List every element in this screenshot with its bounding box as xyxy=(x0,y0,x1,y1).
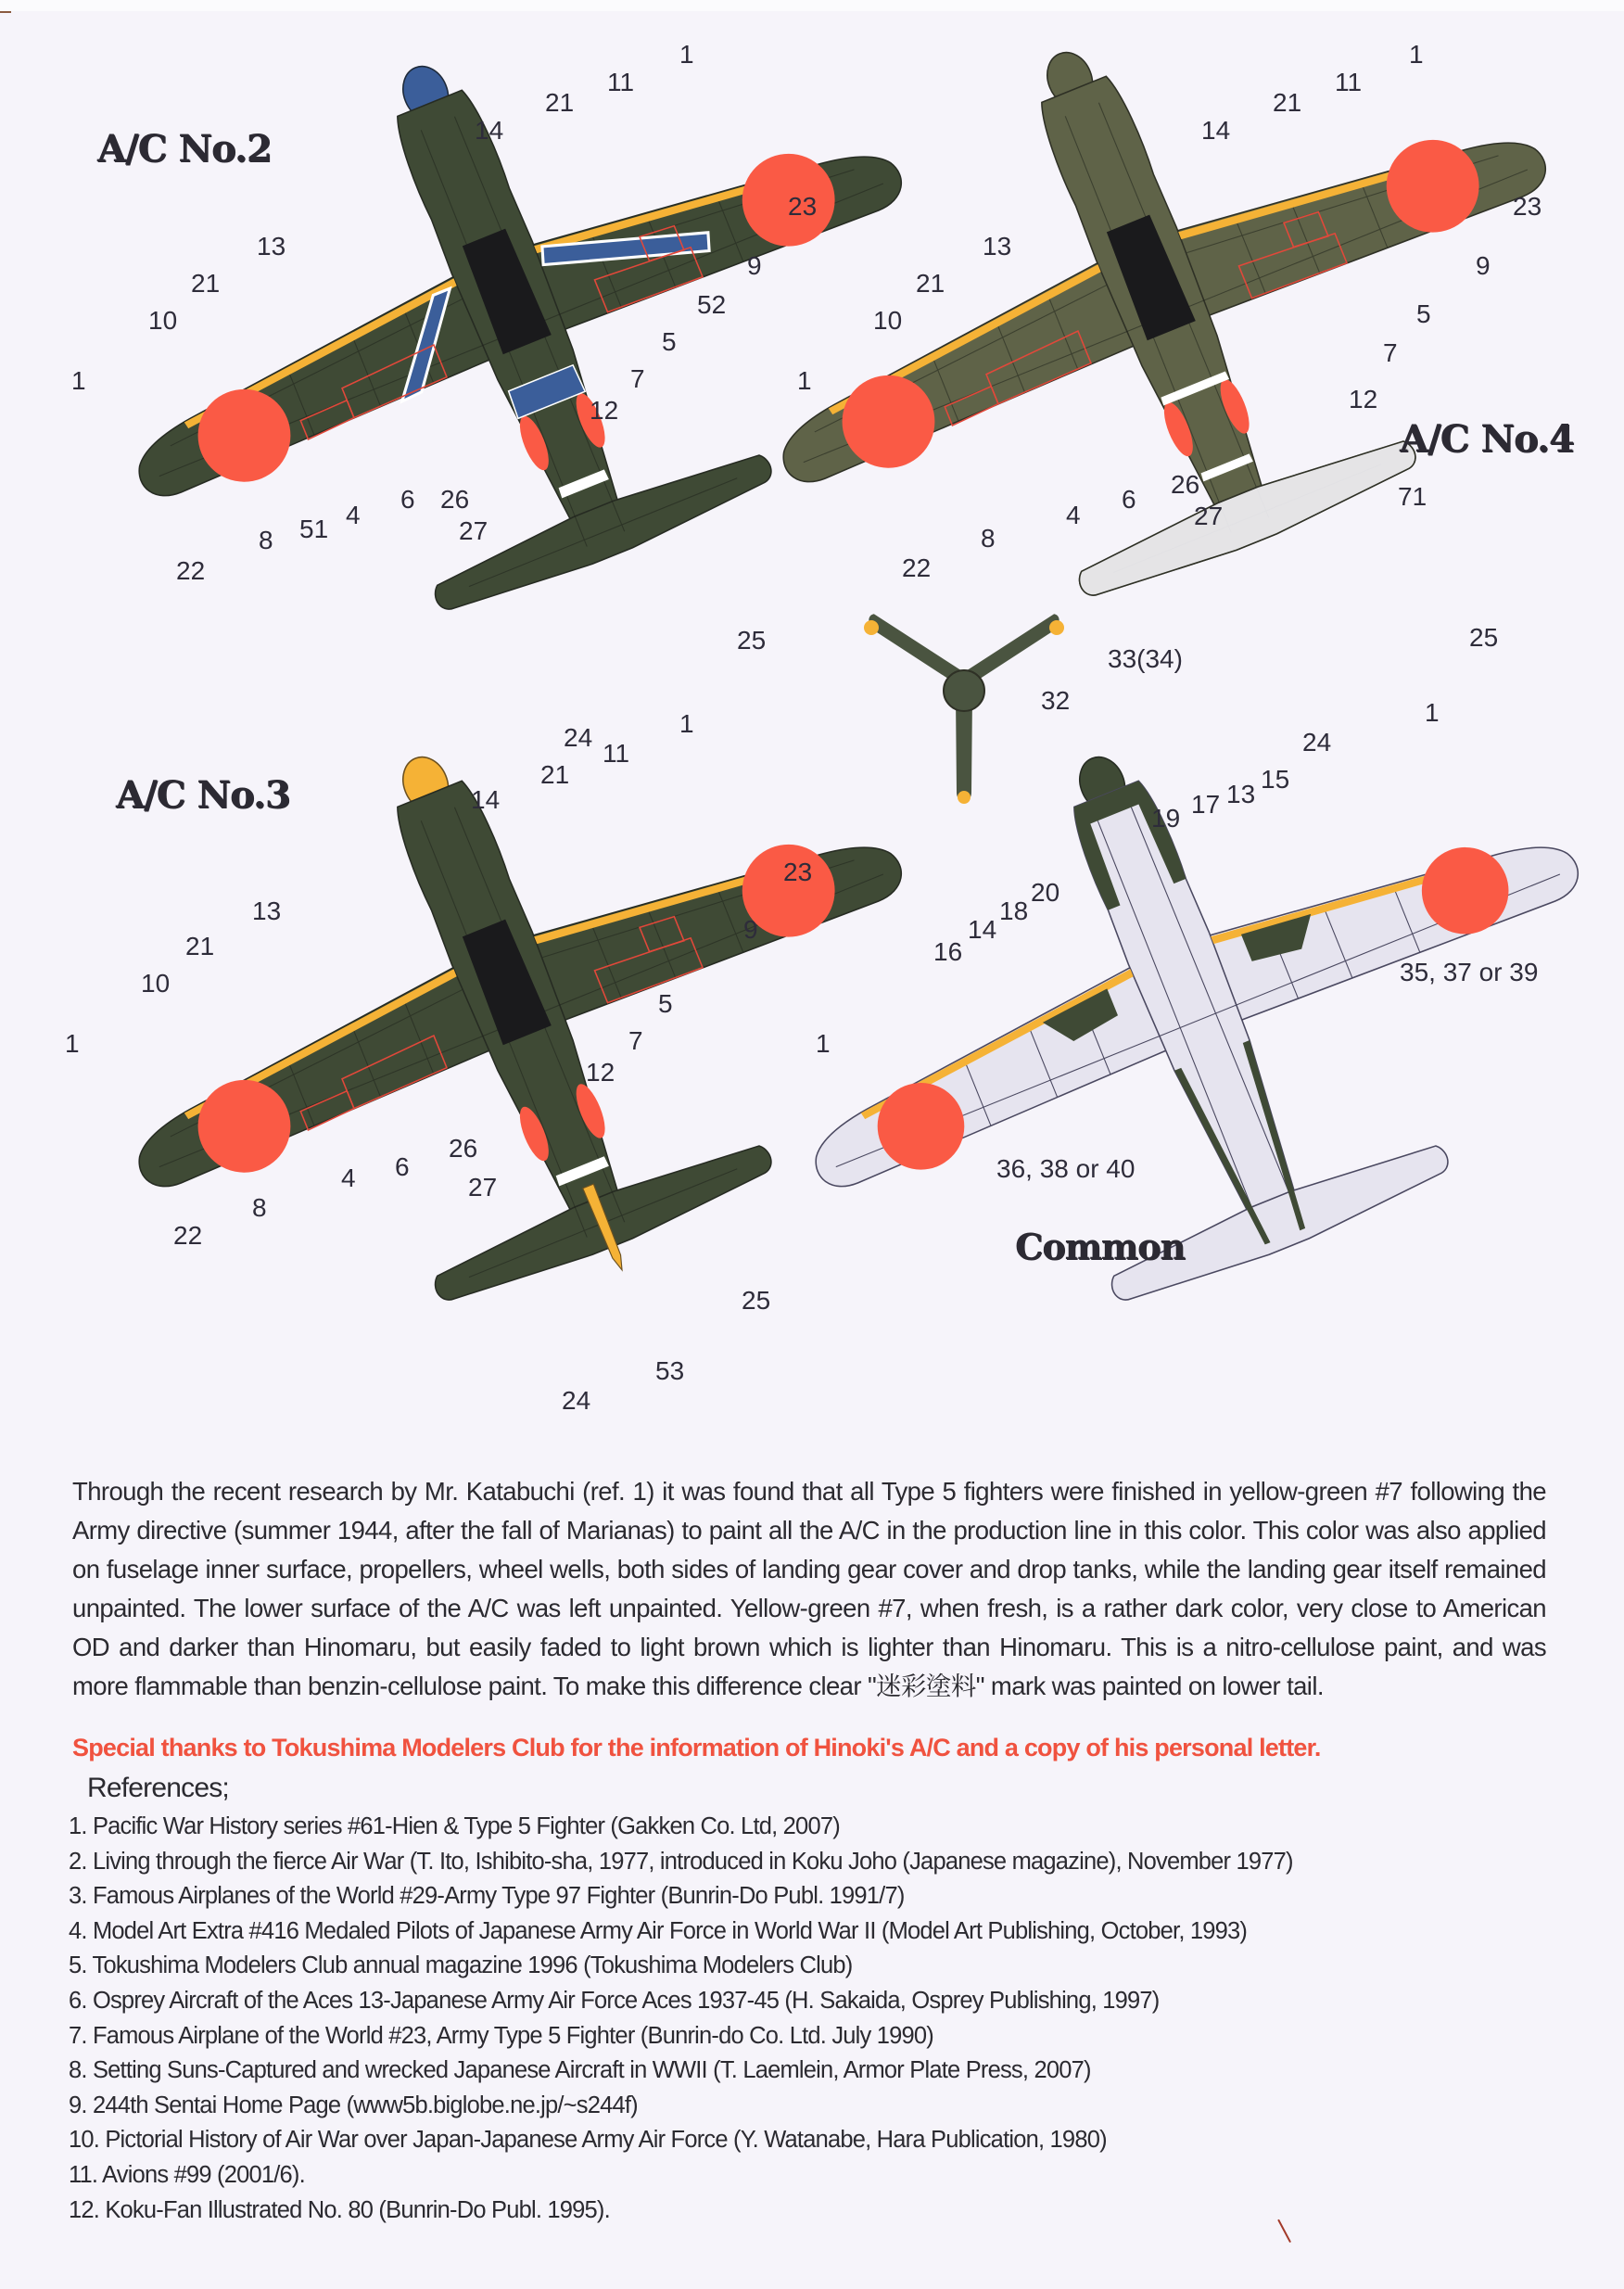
callout: 11 xyxy=(603,739,630,768)
callout: 11 xyxy=(1335,68,1363,96)
description-paragraph xyxy=(72,1472,1546,1706)
callout: 8 xyxy=(252,1193,267,1222)
callout: 22 xyxy=(176,556,206,585)
callout: 36, 38 or 40 xyxy=(996,1154,1136,1183)
callout: 21 xyxy=(540,760,570,789)
reference-item: 9. 244th Sentai Home Page (www5b.biglobe.ne.jp/~s244f) xyxy=(69,2092,638,2118)
callout: 9 xyxy=(747,251,762,280)
callout: 13 xyxy=(1226,780,1256,808)
callout: 4 xyxy=(1066,501,1081,529)
callout: 21 xyxy=(916,269,945,298)
callout: 1 xyxy=(679,709,694,738)
callout: 12 xyxy=(1349,385,1378,413)
callout: 9 xyxy=(1476,251,1491,280)
callout: 15 xyxy=(1261,765,1290,794)
callout: 52 xyxy=(697,290,727,319)
callout: 32 xyxy=(1041,686,1071,715)
callout: 1 xyxy=(816,1029,831,1058)
callout: 25 xyxy=(737,626,767,655)
callout: 26 xyxy=(449,1134,478,1163)
callout: 14 xyxy=(968,915,997,944)
callout: 23 xyxy=(1513,192,1542,221)
reference-item: 8. Setting Suns-Captured and wrecked Japanese Aircraft in WWII (T. Laemlein, Armor Plate Press, 2007) xyxy=(69,2057,1091,2084)
references-list xyxy=(69,1810,1293,2228)
reference-item: 10. Pictorial History of Air War over Japan-Japanese Army Air Force (Y. Watanabe, Hara Publication, 1980) xyxy=(69,2127,1107,2154)
special-thanks: Special thanks to Tokushima Modelers Club for the information of Hinoki's A/C and a copy of his personal letter. xyxy=(72,1734,1321,1761)
callout: 24 xyxy=(1302,728,1332,757)
callout: 26 xyxy=(1171,470,1200,499)
callout: 19 xyxy=(1151,804,1181,833)
callout: 5 xyxy=(662,327,677,356)
reference-item: 1. Pacific War History series #61-Hien & Type 5 Fighter (Gakken Co. Ltd, 2007) xyxy=(69,1813,840,1839)
callout: 21 xyxy=(185,932,215,960)
callout: 13 xyxy=(252,897,282,925)
callout: 17 xyxy=(1191,790,1221,819)
callout: 35, 37 or 39 xyxy=(1400,958,1539,986)
ac4-plan-view xyxy=(680,0,1624,695)
callout: 33(34) xyxy=(1108,644,1183,673)
reference-item: 3. Famous Airplanes of the World #29-Army Type 97 Fighter (Bunrin-Do Publ. 1991/7) xyxy=(69,1883,905,1910)
callout: 22 xyxy=(902,553,932,582)
callout: 27 xyxy=(459,516,488,545)
callout: 1 xyxy=(797,366,812,395)
callout: 51 xyxy=(299,515,329,543)
common-underside-view xyxy=(713,605,1624,1400)
callout: 13 xyxy=(983,232,1012,261)
callout: 13 xyxy=(257,232,286,261)
references-heading: References; xyxy=(87,1773,229,1803)
callout: 1 xyxy=(1409,40,1424,69)
callout: 1 xyxy=(1425,698,1440,727)
callout: 10 xyxy=(873,306,903,335)
callout: 53 xyxy=(655,1356,685,1385)
callout: 6 xyxy=(400,485,415,514)
callout: 1 xyxy=(679,40,694,69)
callout: 8 xyxy=(259,526,273,554)
propeller-view xyxy=(864,614,1064,804)
callout: 71 xyxy=(1398,482,1427,511)
callout: 23 xyxy=(788,192,818,221)
callout: 23 xyxy=(783,858,813,886)
callout: 1 xyxy=(65,1029,80,1058)
callout: 25 xyxy=(742,1286,771,1315)
callout: 10 xyxy=(148,306,178,335)
callout: 9 xyxy=(743,915,758,944)
callout: 7 xyxy=(628,1026,643,1055)
callout: 14 xyxy=(1201,116,1231,145)
reference-item: 5. Tokushima Modelers Club annual magazine 1996 (Tokushima Modelers Club) xyxy=(69,1952,853,1979)
callout: 5 xyxy=(1416,299,1431,328)
callout: 11 xyxy=(607,68,635,96)
callout: 7 xyxy=(630,364,645,393)
callout: 18 xyxy=(999,897,1029,925)
callout: 24 xyxy=(564,723,593,752)
ac3-title: A/C No.3 xyxy=(116,773,290,817)
callout: 1 xyxy=(71,366,86,395)
callout: 4 xyxy=(346,501,361,529)
callout: 10 xyxy=(141,969,171,998)
reference-item: 4. Model Art Extra #416 Medaled Pilots of Japanese Army Air Force in World War II (Model Art Publishing, October, 1993) xyxy=(69,1917,1248,1944)
callout: 27 xyxy=(468,1173,498,1202)
common-title: Common xyxy=(1015,1226,1185,1267)
callout: 22 xyxy=(173,1221,203,1250)
callout: 12 xyxy=(586,1058,615,1087)
callout: 21 xyxy=(545,88,575,117)
ac3-plan-view xyxy=(36,605,1001,1423)
callout: 16 xyxy=(933,937,963,966)
callout: 8 xyxy=(981,524,996,553)
callout: 20 xyxy=(1031,878,1060,907)
callout: 4 xyxy=(341,1164,356,1192)
callout: 14 xyxy=(471,785,501,814)
reference-item: 11. Avions #99 (2001/6). xyxy=(69,2161,305,2188)
reference-item: 7. Famous Airplane of the World #23, Army Type 5 Fighter (Bunrin-do Co. Ltd. July 1990) xyxy=(69,2022,933,2049)
ac2-plan-view xyxy=(36,0,992,709)
callout: 24 xyxy=(562,1386,591,1415)
ac4-title: A/C No.4 xyxy=(1400,417,1574,461)
callout: 6 xyxy=(1122,485,1136,514)
callout: 25 xyxy=(1469,623,1499,652)
callout: 7 xyxy=(1383,338,1398,367)
reference-item: 6. Osprey Aircraft of the Aces 13-Japanese Army Air Force Aces 1937-45 (H. Sakaida, Osprey Publishing, 1997) xyxy=(69,1987,1160,2014)
reference-item: 12. Koku-Fan Illustrated No. 80 (Bunrin-Do Publ. 1995). xyxy=(69,2196,610,2223)
description-text: Through the recent research by Mr. Katabuchi (ref. 1) it was found that all Type 5 fighters were finished in yellow-green #7 following the Army directive (summer 1944, after the fall of Marianas) to paint all the A/C in the production line in this color. This color was also applied on fuselage inner surface, propellers, wheel wells, both sides of landing gear cover and drop tanks, while the landing gear itself remained unpainted. The lower surface of the A/C was left unpainted. Yellow-green #7, when fresh, is a rather dark color, very close to American OD and darker than Hinomaru, but easily faded to light brown which is lighter than Hinomaru. This is a nitro-cellulose paint, and was more flammable than benzin-cellulose paint. To make this difference clear "迷彩塗料" mark was painted on lower tail. xyxy=(72,1477,1546,1700)
callout: 21 xyxy=(1273,88,1302,117)
callout: 14 xyxy=(475,116,504,145)
callout: 21 xyxy=(191,269,221,298)
callout: 12 xyxy=(590,396,619,425)
callout: 26 xyxy=(440,485,470,514)
callout: 27 xyxy=(1194,502,1224,530)
callout: 5 xyxy=(658,989,673,1018)
reference-item: 2. Living through the fierce Air War (T. Ito, Ishibito-sha, 1977, introduced in Koku Joho (Japanese magazine), November 1977) xyxy=(69,1848,1293,1875)
callout: 6 xyxy=(395,1152,410,1181)
ac2-title: A/C No.2 xyxy=(97,127,272,171)
propeller-callouts xyxy=(1041,644,1183,715)
